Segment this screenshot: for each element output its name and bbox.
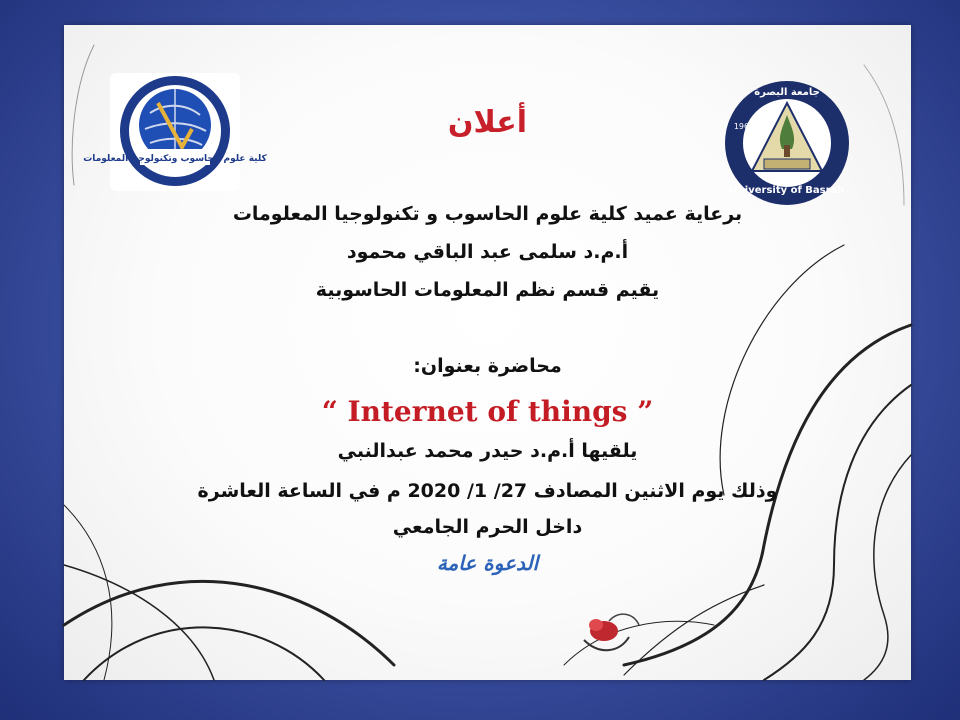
dean-name: أ.م.د سلمى عبد الباقي محمود <box>346 241 629 263</box>
lecture-topic: “ Internet of things ” <box>321 395 654 428</box>
university-logo-name: University of Basrah <box>729 185 845 196</box>
invitation-line: الدعوة عامة <box>436 551 539 575</box>
speaker-line: يلقيها أ.م.د حيدر محمد عبدالنبي <box>337 440 638 462</box>
department-line: يقيم قسم نظم المعلومات الحاسوبية <box>315 279 660 301</box>
date-line: وذلك يوم الاثنين المصادف 27/ 1/ 2020 م في الساعة العاشرة <box>197 480 778 502</box>
university-logo-year: 1964 <box>733 122 755 131</box>
announcement-title: أعلان <box>447 105 528 140</box>
patronage-line: برعاية عميد كلية علوم الحاسوب و تكنولوجيا المعلومات <box>232 203 743 225</box>
university-logo <box>722 79 852 207</box>
college-logo-arabic: كلية علوم الحاسوب وتكنولوجيا المعلومات <box>83 154 267 164</box>
announcement-card <box>64 25 911 680</box>
location-line: داخل الحرم الجامعي <box>392 516 583 538</box>
university-logo-arabic: جامعة البصرة <box>754 87 820 98</box>
lecture-label: محاضرة بعنوان: <box>413 355 562 377</box>
rose-ornament <box>584 614 639 650</box>
